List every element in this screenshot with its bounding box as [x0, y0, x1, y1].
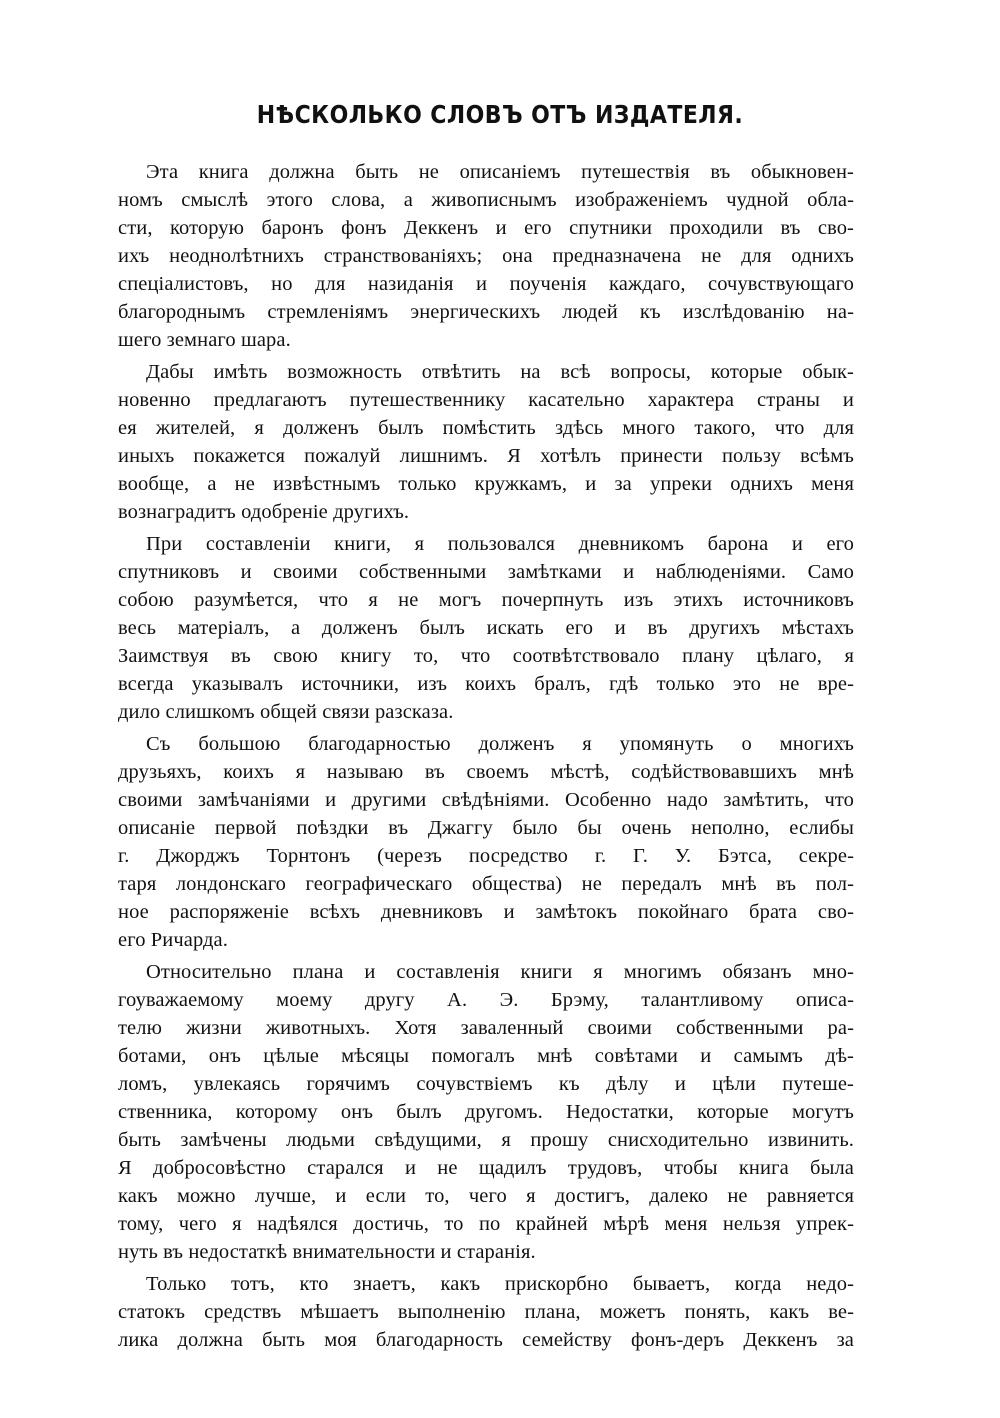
text-line: весь матеріалъ, а долженъ былъ искать его и въ другихъ мѣстахъ [118, 617, 854, 639]
text-line: ихъ неоднолѣтнихъ странствованіяхъ; она предназначена не для однихъ [118, 245, 854, 267]
text-line: иныхъ покажется пожалуй лишнимъ. Я хотѣлъ принести пользу всѣмъ [118, 445, 854, 467]
text-line: своими замѣчаніями и другими свѣдѣніями. Особенно надо замѣтить, что [118, 789, 854, 811]
paragraph-3 [118, 530, 854, 726]
text-line: ственника, которому онъ былъ другомъ. Недостатки, которые могутъ [118, 1101, 854, 1123]
text-line: Только тотъ, кто знаетъ, какъ прискорбно бываетъ, когда недо- [146, 1273, 854, 1295]
text-line: описаніе первой поѣздки въ Джаггу было бы очень неполно, еслибы [118, 817, 854, 839]
text-line: статокъ средствъ мѣшаетъ выполненію плана, можетъ понять, какъ ве- [118, 1301, 854, 1323]
page-title: НѢСКОЛЬКО СЛОВЪ ОТЪ ИЗДАТЕЛЯ. [256, 100, 744, 129]
text-line: Дабы имѣть возможность отвѣтить на всѣ вопросы, которые обык- [146, 361, 854, 383]
text-line: Эта книга должна быть не описаніемъ путешествія въ обыкновен- [146, 161, 854, 183]
text-line: таря лондонскаго географическаго общества) не передалъ мнѣ въ пол- [118, 873, 854, 895]
text-line: быть замѣчены людьми свѣдущими, я прошу снисходительно извинить. [118, 1129, 854, 1151]
text-line: ботами, онъ цѣлые мѣсяцы помогалъ мнѣ совѣтами и самымъ дѣ- [118, 1045, 854, 1067]
text-line: его Ричарда. [118, 929, 228, 951]
text-line: номъ смыслѣ этого слова, а живописнымъ изображеніемъ чудной обла- [118, 189, 854, 211]
paragraph-2 [118, 358, 854, 526]
text-line: г. Джорджъ Торнтонъ (черезъ посредство г. Г. У. Бэтса, секре- [118, 845, 854, 867]
text-line: Заимствуя въ свою книгу то, что соотвѣтствовало плану цѣлаго, я [118, 645, 854, 667]
paragraph-1 [118, 158, 854, 354]
text-line: спеціалистовъ, но для назиданія и поученія каждаго, сочувствующаго [118, 273, 854, 295]
text-line: При составленіи книги, я пользовался дневникомъ барона и его [146, 533, 854, 555]
text-line: телю жизни животныхъ. Хотя заваленный своими собственными ра- [118, 1017, 854, 1039]
text-line: какъ можно лучше, и если то, чего я достигъ, далеко не равняется [118, 1185, 854, 1207]
paragraph-5 [118, 958, 854, 1266]
paragraph-4 [118, 730, 854, 954]
text-line: лика должна быть моя благодарность семейству фонъ-деръ Деккенъ за [118, 1329, 854, 1351]
body-text [118, 158, 854, 1358]
text-line: ное распоряженіе всѣхъ дневниковъ и замѣтокъ покойнаго брата сво- [118, 901, 854, 923]
text-line: новенно предлагаютъ путешественнику касательно характера страны и [118, 389, 854, 411]
text-line: вознаградитъ одобреніе другихъ. [118, 501, 410, 523]
text-line: вообще, а не извѣстнымъ только кружкамъ, и за упреки однихъ меня [118, 473, 854, 495]
text-line: шего земнаго шара. [118, 329, 291, 351]
text-line: сти, которую баронъ фонъ Деккенъ и его спутники проходили въ сво- [118, 217, 854, 239]
text-line: дило слишкомъ общей связи разсказа. [118, 701, 454, 723]
text-line: ломъ, увлекаясь горячимъ сочувствіемъ къ дѣлу и цѣли путеше- [118, 1073, 854, 1095]
text-line: гоуважаемому моему другу А. Э. Брэму, талантливому описа- [118, 989, 854, 1011]
text-line: Я добросовѣстно старался и не щадилъ трудовъ, чтобы книга была [118, 1157, 854, 1179]
text-line: спутниковъ и своими собственными замѣтками и наблюденіями. Само [118, 561, 854, 583]
text-line: тому, чего я надѣялся достичь, то по крайней мѣрѣ меня нельзя упрек- [118, 1213, 854, 1235]
text-line: ея жителей, я долженъ былъ помѣстить здѣсь много такого, что для [118, 417, 854, 439]
text-line: Съ большою благодарностью долженъ я упомянуть о многихъ [146, 733, 854, 755]
text-line: всегда указывалъ источники, изъ коихъ бралъ, гдѣ только это не вре- [118, 673, 854, 695]
paragraph-6 [118, 1270, 854, 1354]
text-line: благороднымъ стремленіямъ энергическихъ людей къ изслѣдованію на- [118, 301, 854, 323]
text-line: друзьяхъ, коихъ я называю въ своемъ мѣстѣ, содѣйствовавшихъ мнѣ [118, 761, 854, 783]
text-line: нуть въ недостаткѣ внимательности и старанія. [118, 1241, 536, 1263]
text-line: собою разумѣется, что я не могъ почерпнуть изъ этихъ источниковъ [118, 589, 854, 611]
text-line: Относительно плана и составленія книги я многимъ обязанъ мно- [146, 961, 854, 983]
